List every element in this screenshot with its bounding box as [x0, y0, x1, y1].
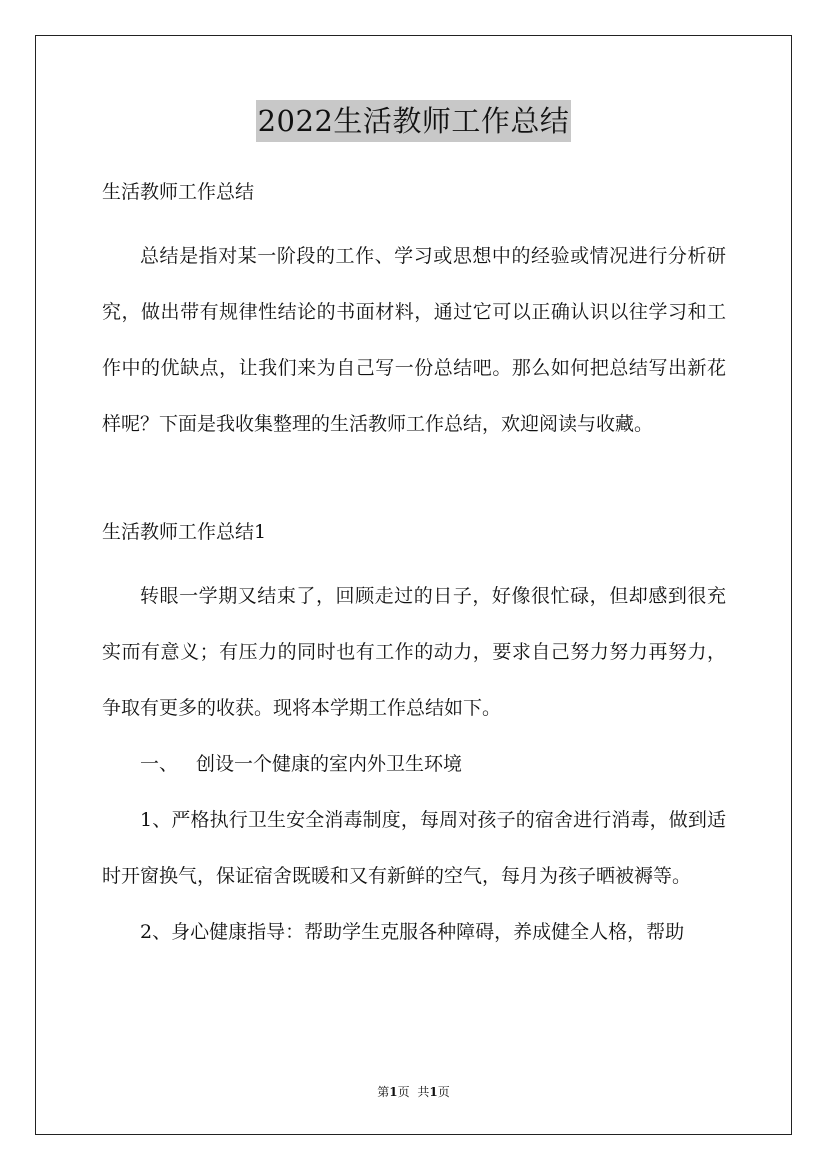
footer-total-prefix: 共 — [417, 1085, 430, 1099]
footer-total-number: 1 — [429, 1085, 438, 1099]
section1-heading: 生活教师工作总结1 — [102, 521, 267, 543]
title-block — [0, 100, 827, 142]
footer-page-number: 1 — [389, 1085, 398, 1099]
document-body — [102, 172, 726, 960]
section1-paragraph: 转眼一学期又结束了，回顾走过的日子，好像很忙碌，但却感到很充实而有意义；有压力的同时也有工作的动力，要求自己努力努力再努力，争取有更多的收获。现将本学期工作总结如下。 — [102, 585, 726, 719]
list-heading — [102, 736, 726, 792]
list-heading-text: 创设一个健康的室内外卫生环境 — [196, 753, 463, 775]
footer-total-suffix: 页 — [437, 1085, 450, 1099]
list-item-2: 2、身心健康指导：帮助学生克服各种障碍，养成健全人格，帮助 — [140, 921, 685, 943]
list-item-1: 1、严格执行卫生安全消毒制度，每周对孩子的宿舍进行消毒，做到适时开窗换气，保证宿舍既暖和又有新鲜的空气，每月为孩子晒被褥等。 — [102, 809, 726, 887]
page-footer — [0, 1084, 827, 1100]
footer-page-suffix: 页 — [397, 1085, 410, 1099]
intro-paragraph: 总结是指对某一阶段的工作、学习或思想中的经验或情况进行分析研究，做出带有规律性结论的书面材料，通过它可以正确认识以往学习和工作中的优缺点，让我们来为自己写一份总结吧。那么如何把总结写出新花样呢？下面是我收集整理的生活教师工作总结，欢迎阅读与收藏。 — [102, 245, 726, 435]
document-title: 2022生活教师工作总结 — [256, 100, 572, 142]
subtitle: 生活教师工作总结 — [102, 181, 255, 203]
footer-page-prefix: 第 — [377, 1085, 390, 1099]
list-heading-number: 一、 — [140, 753, 179, 775]
